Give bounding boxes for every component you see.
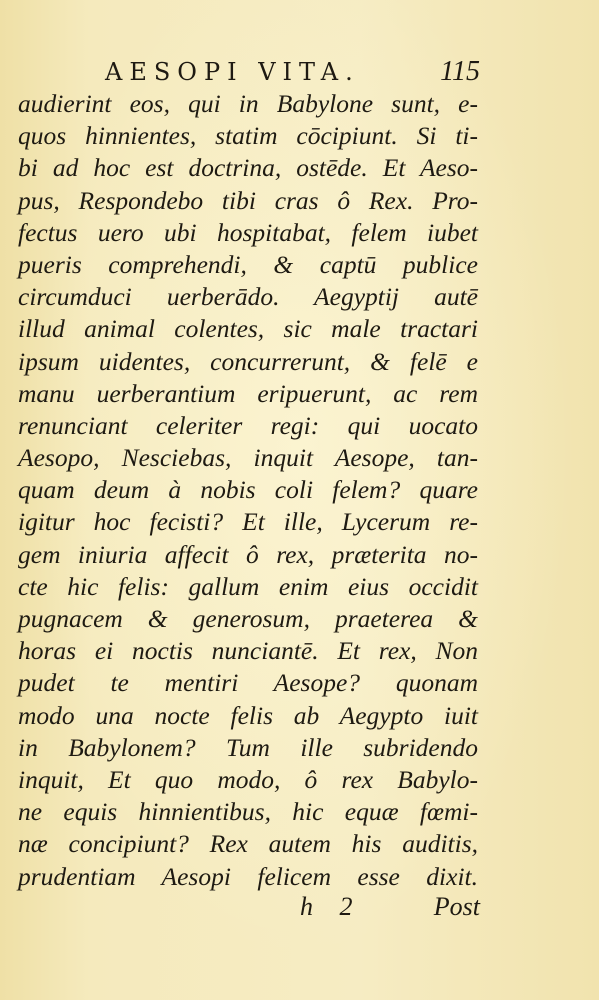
text-line: bi ad hoc est doctrina, ostēde. Et Aeso- xyxy=(18,153,478,183)
text-line: quos hinnientes, statim cōcipiunt. Si ti- xyxy=(18,121,478,151)
text-line: pueris comprehendi, & captū publice xyxy=(18,249,478,279)
text-line: cte hic felis: gallum enim eius occidit xyxy=(18,571,478,601)
text-line: horas ei noctis nunciantē. Et rex, Non xyxy=(18,636,478,666)
text-line: Aesopo, Nesciebas, inquit Aesope, tan- xyxy=(18,443,478,473)
text-line: circumduci uerberādo. Aegyptij autē xyxy=(18,282,478,312)
catchword: Post xyxy=(433,892,480,921)
text-line: fectus uero ubi hospitabat, felem iubet xyxy=(18,217,478,247)
text-line: quam deum à nobis coli felem? quare xyxy=(18,475,478,505)
text-line: renunciant celeriter regi: qui uocato xyxy=(18,410,478,440)
text-line: modo una nocte felis ab Aegypto iuit xyxy=(18,700,478,730)
text-line: ne equis hinnientibus, hic equæ fœmi- xyxy=(18,797,478,827)
running-title: AESOPI VITA. xyxy=(105,58,360,86)
signature-mark: h 2 xyxy=(300,892,363,921)
body-text xyxy=(18,88,478,893)
text-line: ipsum uidentes, concurrerunt, & felē e xyxy=(18,346,478,376)
text-line: inquit, Et quo modo, ô rex Babylo- xyxy=(18,764,478,794)
text-line: manu uerberantium eripuerunt, ac rem xyxy=(18,378,478,408)
text-line: prudentiam Aesopi felicem esse dixit. xyxy=(18,861,478,891)
text-line: illud animal colentes, sic male tractari xyxy=(18,314,478,344)
folio-number: 115 xyxy=(440,56,480,87)
text-line: gem iniuria affecit ô rex, præterita no- xyxy=(18,539,478,569)
text-line: in Babylonem? Tum ille subridendo xyxy=(18,732,478,762)
text-line: pudet te mentiri Aesope? quonam xyxy=(18,668,478,698)
text-line: pus, Respondebo tibi cras ô Rex. Pro- xyxy=(18,185,478,215)
text-line: audierint eos, qui in Babylone sunt, e- xyxy=(18,89,478,118)
text-line: pugnacem & generosum, praeterea & xyxy=(18,604,478,633)
page-header xyxy=(105,52,480,92)
text-line: igitur hoc fecisti? Et ille, Lycerum re- xyxy=(18,507,478,537)
page-footer xyxy=(300,892,480,928)
text-line: næ concipiunt? Rex autem his auditis, xyxy=(18,829,478,859)
